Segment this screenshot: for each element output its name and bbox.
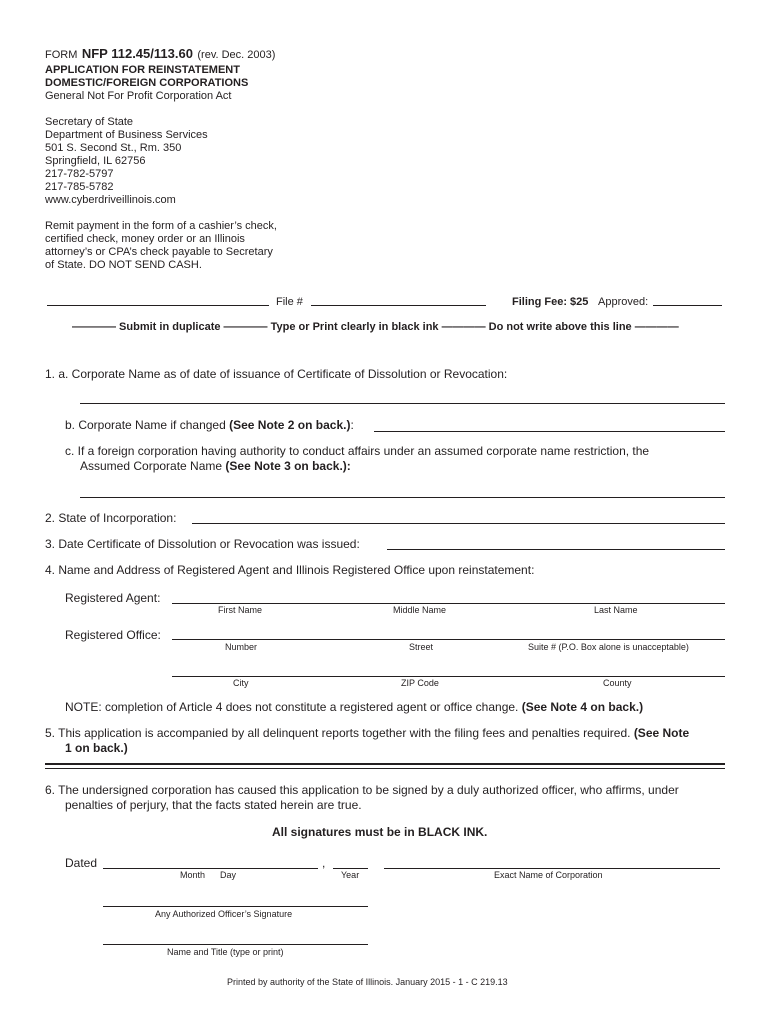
item-3-label: 3. Date Certificate of Dissolution or Revocation was issued: xyxy=(45,537,360,551)
suite-caption: Suite # (P.O. Box alone is unacceptable) xyxy=(528,642,689,652)
corporate-name-changed-line xyxy=(374,431,725,432)
address-line: Department of Business Services xyxy=(45,129,208,141)
remit-line: attorney’s or CPA’s check payable to Secretary xyxy=(45,246,273,258)
address-line: Springfield, IL 62756 xyxy=(45,155,146,167)
file-number-label: File # xyxy=(276,296,303,308)
number-caption: Number xyxy=(225,642,258,652)
city-caption: City xyxy=(233,678,249,688)
signature-year-input[interactable] xyxy=(333,855,367,869)
remit-line: of State. DO NOT SEND CASH. xyxy=(45,259,202,271)
item-5-note: (See Note xyxy=(633,726,690,740)
item-5-text: 5. This application is accompanied by all delinquent reports together with the filing fees and penalties required. xyxy=(45,726,634,740)
item-1b-label xyxy=(65,418,354,433)
name-and-title-line xyxy=(103,944,368,945)
corporate-name-changed-input[interactable] xyxy=(374,418,724,432)
approved-line xyxy=(653,305,722,306)
registered-agent-label: Registered Agent: xyxy=(65,591,161,605)
corporate-name-original-input[interactable] xyxy=(80,389,724,403)
item-6-line1: 6. The undersigned corporation has caused this application to be signed by a duly authorized officer, who affirms, under xyxy=(45,783,679,797)
dissolution-date-line xyxy=(387,549,725,550)
signature-date-line xyxy=(103,868,318,869)
address-line: Secretary of State xyxy=(45,116,134,128)
signature-date-input[interactable] xyxy=(103,855,317,869)
note-4-reference: (See Note 4 on back.) xyxy=(521,700,644,714)
corporate-name-original-line xyxy=(80,403,725,404)
month-caption: Month xyxy=(180,870,206,880)
item-4-label: 4. Name and Address of Registered Agent and Illinois Registered Office upon reinstatement: xyxy=(45,563,535,577)
phone-line: 217-782-5797 xyxy=(45,168,114,180)
exact-corporation-name-input[interactable] xyxy=(384,855,719,869)
item-5-line1 xyxy=(45,726,689,741)
officer-signature-input[interactable] xyxy=(103,892,367,906)
filing-fee-label: Filing Fee: $25 xyxy=(512,296,589,308)
item-1c-line2 xyxy=(80,459,351,474)
registered-office-street-line xyxy=(172,639,725,640)
form-revision: (rev. Dec. 2003) xyxy=(197,49,276,61)
registered-office-street-input[interactable] xyxy=(172,626,724,640)
form-number-line xyxy=(45,45,275,63)
item-1c-line1: c. If a foreign corporation having authority to conduct affairs under an assumed corporate name restriction, the xyxy=(65,444,650,458)
form-prefix: FORM xyxy=(45,49,78,61)
name-and-title-input[interactable] xyxy=(103,930,367,944)
file-number-line xyxy=(311,305,486,306)
item-1a-label: 1. a. Corporate Name as of date of issuance of Certificate of Dissolution or Revocation: xyxy=(45,367,508,381)
item-6-line2: penalties of perjury, that the facts stated herein are true. xyxy=(65,798,362,812)
item-2-label: 2. State of Incorporation: xyxy=(45,511,177,525)
item-5-line2: 1 on back.) xyxy=(65,741,128,755)
remit-line: Remit payment in the form of a cashier’s check, xyxy=(45,220,277,232)
address-line: 501 S. Second St., Rm. 350 xyxy=(45,142,182,154)
registered-office-city-line xyxy=(172,676,725,677)
approved-label: Approved: xyxy=(598,296,649,308)
state-of-incorporation-line xyxy=(192,523,725,524)
name-and-title-caption: Name and Title (type or print) xyxy=(167,947,284,957)
form-number: NFP 112.45/113.60 xyxy=(81,46,193,61)
form-title-line1: APPLICATION FOR REINSTATEMENT xyxy=(45,64,240,76)
act-name: General Not For Profit Corporation Act xyxy=(45,90,232,102)
corporation-name-caption: Exact Name of Corporation xyxy=(494,870,603,880)
date-comma: , xyxy=(322,856,326,870)
dated-label: Dated xyxy=(65,856,98,870)
last-name-caption: Last Name xyxy=(594,605,638,615)
item-1b-note: (See Note 2 on back.) xyxy=(229,418,351,432)
state-of-incorporation-input[interactable] xyxy=(192,510,724,524)
item-1b-colon: : xyxy=(350,418,354,432)
note-4 xyxy=(65,700,643,715)
registered-agent-input[interactable] xyxy=(172,590,724,604)
day-caption: Day xyxy=(220,870,237,880)
item-1c-note: (See Note 3 on back.): xyxy=(225,459,351,473)
registered-agent-line xyxy=(172,603,725,604)
middle-name-caption: Middle Name xyxy=(393,605,447,615)
form-title-line2: DOMESTIC/FOREIGN CORPORATIONS xyxy=(45,77,249,89)
website-line: www.cyberdriveillinois.com xyxy=(45,194,176,206)
officer-signature-line xyxy=(103,906,368,907)
item-1b-text: b. Corporate Name if changed xyxy=(65,418,230,432)
county-caption: County xyxy=(603,678,632,688)
assumed-name-input[interactable] xyxy=(80,483,724,497)
registered-office-city-input[interactable] xyxy=(172,663,724,677)
exact-corporation-name-line xyxy=(384,868,720,869)
first-name-caption: First Name xyxy=(218,605,263,615)
footer-print-authority: Printed by authority of the State of Illinois. January 2015 - 1 - C 219.13 xyxy=(227,977,508,987)
registered-office-label: Registered Office: xyxy=(65,628,161,642)
section-divider xyxy=(45,763,725,769)
office-use-blank xyxy=(47,305,269,306)
phone-line: 217-785-5782 xyxy=(45,181,114,193)
item-1c-text: Assumed Corporate Name xyxy=(80,459,226,473)
note-4-text: NOTE: completion of Article 4 does not constitute a registered agent or office change. xyxy=(65,700,522,714)
black-ink-notice: All signatures must be in BLACK INK. xyxy=(272,825,488,839)
dissolution-date-input[interactable] xyxy=(387,536,724,550)
zip-caption: ZIP Code xyxy=(401,678,439,688)
street-caption: Street xyxy=(409,642,434,652)
officer-signature-caption: Any Authorized Officer’s Signature xyxy=(155,909,293,919)
instructions-banner: ———— Submit in duplicate ———— Type or Print clearly in black ink ———— Do not write above this line ———— xyxy=(72,321,679,333)
year-caption: Year xyxy=(341,870,360,880)
signature-year-line xyxy=(333,868,368,869)
assumed-name-line xyxy=(80,497,725,498)
remit-line: certified check, money order or an Illinois xyxy=(45,233,245,245)
